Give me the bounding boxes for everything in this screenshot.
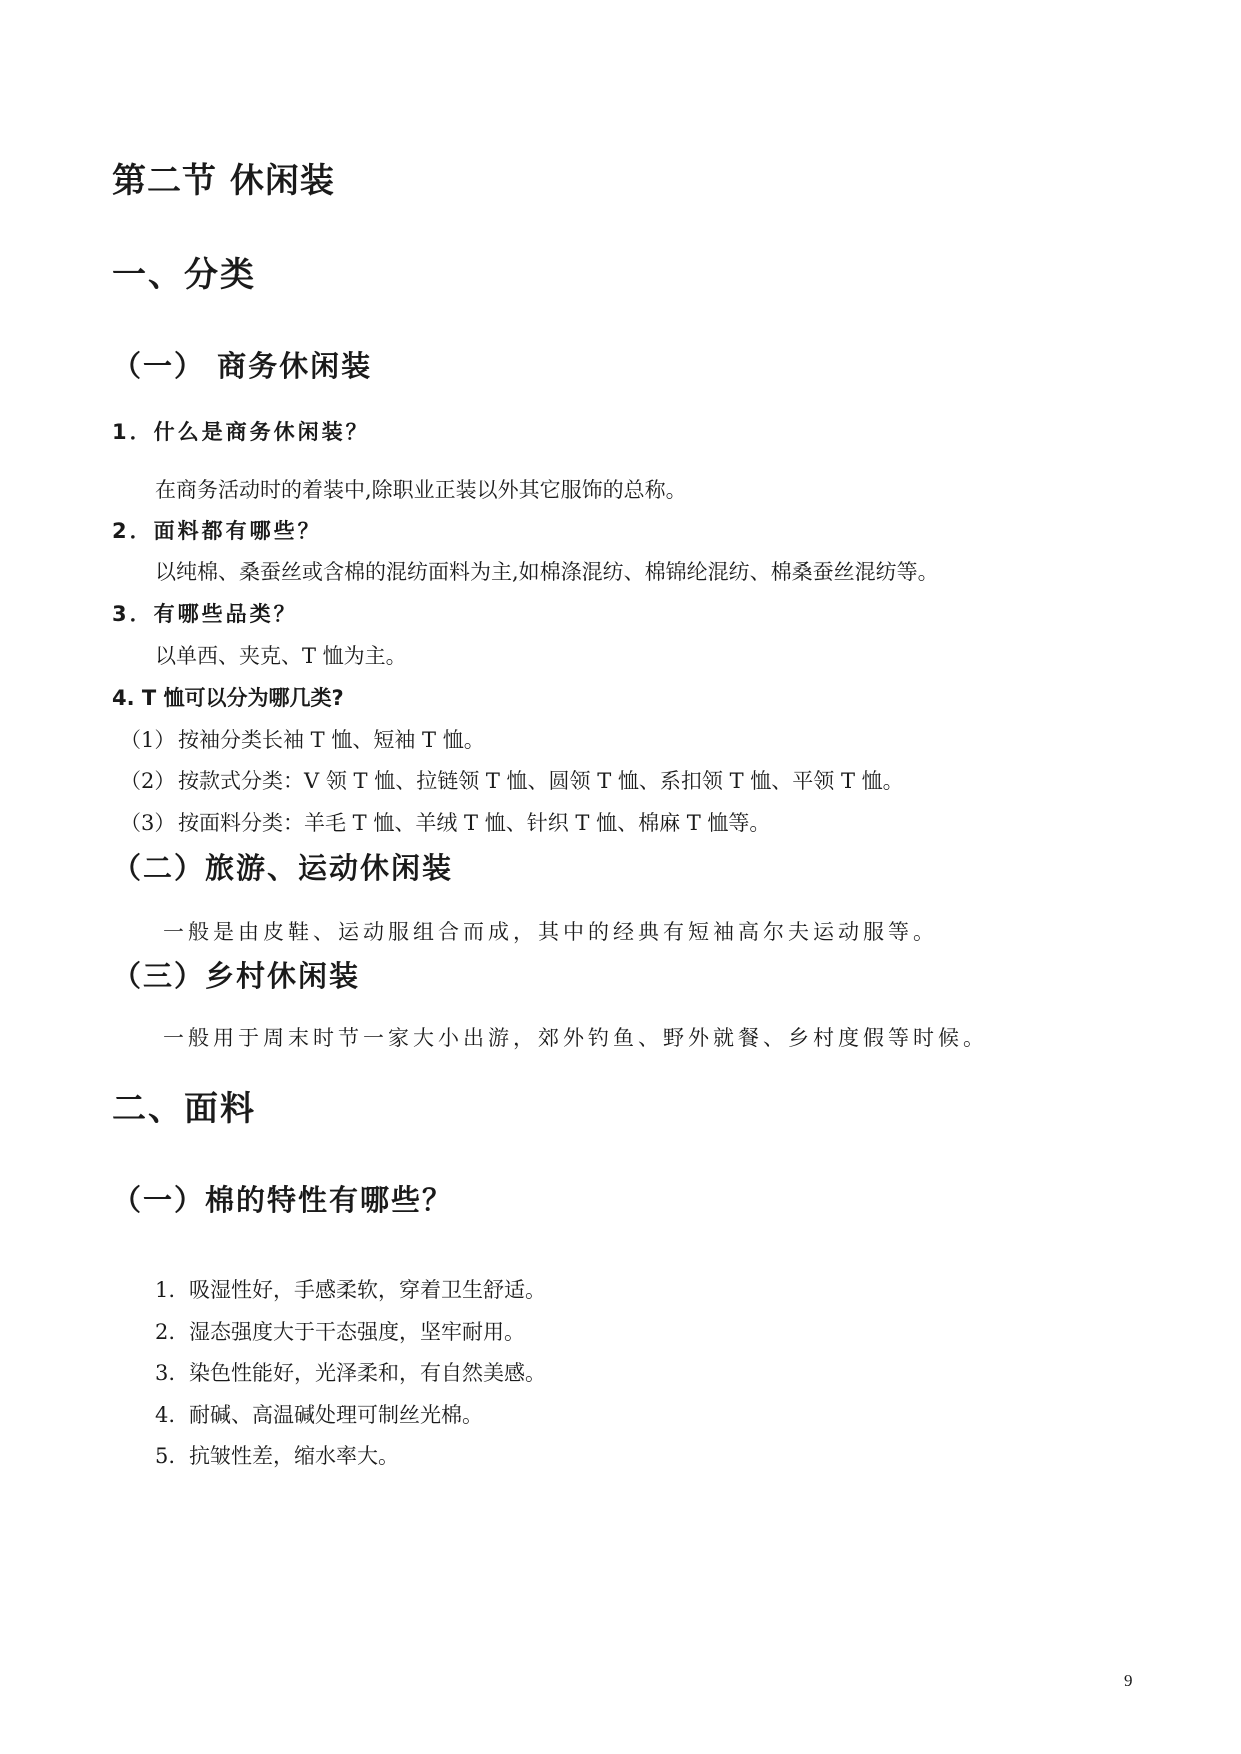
- answer-3: 以单西、夹克、T 恤为主。: [155, 644, 407, 668]
- cotton-property-2: [155, 1322, 525, 1343]
- cotton-property-3-text: 染色性能好，光泽柔和，有自然美感。: [189, 1361, 546, 1385]
- cotton-property-5: [155, 1446, 399, 1467]
- travel-sports-heading: （二）旅游、运动休闲装: [112, 851, 454, 885]
- question-1-text: 什么是商务休闲装？: [153, 420, 370, 444]
- tshirt-type-1-number: （1）: [120, 728, 176, 752]
- question-3: [112, 604, 298, 625]
- cotton-property-3: [155, 1363, 546, 1384]
- rural-casual-heading: （三）乡村休闲装: [112, 959, 361, 993]
- cotton-property-3-number: 3.: [155, 1361, 176, 1385]
- question-4: 4. T 恤可以分为哪几类?: [112, 686, 344, 710]
- tshirt-type-2-number: （2）: [120, 769, 176, 793]
- part1-heading: 一、分类: [112, 255, 256, 295]
- page-number: 9: [1124, 1671, 1133, 1690]
- answer-1: 在商务活动时的着装中,除职业正装以外其它服饰的总称。: [155, 478, 687, 502]
- tshirt-type-1-text: 按袖分类长袖 T 恤、短袖 T 恤。: [178, 728, 485, 752]
- cotton-property-4: [155, 1405, 483, 1426]
- cotton-properties-heading: （一）棉的特性有哪些？: [112, 1183, 454, 1217]
- cotton-property-1: [155, 1280, 546, 1301]
- answer-2: 以纯棉、桑蚕丝或含棉的混纺面料为主,如棉涤混纺、棉锦纶混纺、棉桑蚕丝混纺等。: [155, 560, 939, 584]
- section-title: 第二节 休闲装: [112, 161, 335, 201]
- tshirt-type-3-text: 按面料分类：羊毛 T 恤、羊绒 T 恤、针织 T 恤、棉麻 T 恤等。: [178, 811, 771, 835]
- cotton-property-5-number: 5.: [155, 1444, 176, 1468]
- cotton-property-4-text: 耐碱、高温碱处理可制丝光棉。: [189, 1403, 483, 1427]
- cotton-property-2-number: 2.: [155, 1320, 176, 1344]
- part2-heading: 二、面料: [112, 1089, 256, 1129]
- cotton-property-1-number: 1.: [155, 1278, 176, 1302]
- tshirt-type-3: [120, 813, 770, 834]
- tshirt-type-1: [120, 730, 485, 751]
- question-1: [112, 422, 370, 443]
- question-3-text: 有哪些品类？: [153, 602, 298, 626]
- business-casual-heading: （一） 商务休闲装: [112, 349, 373, 383]
- cotton-property-2-text: 湿态强度大于干态强度，坚牢耐用。: [189, 1320, 525, 1344]
- question-2: [112, 521, 322, 542]
- tshirt-type-3-number: （3）: [120, 811, 176, 835]
- rural-casual-text: 一般用于周末时节一家大小出游，郊外钓鱼、野外就餐、乡村度假等时候。: [163, 1026, 988, 1050]
- question-2-text: 面料都有哪些？: [153, 519, 322, 543]
- tshirt-type-2-text: 按款式分类：V 领 T 恤、拉链领 T 恤、圆领 T 恤、系扣领 T 恤、平领 T 恤。: [178, 769, 904, 793]
- cotton-property-5-text: 抗皱性差，缩水率大。: [189, 1444, 399, 1468]
- travel-sports-text: 一般是由皮鞋、运动服组合而成，其中的经典有短袖高尔夫运动服等。: [163, 920, 938, 944]
- cotton-property-4-number: 4.: [155, 1403, 176, 1427]
- question-2-number: 2．: [112, 519, 154, 543]
- question-1-number: 1．: [112, 420, 154, 444]
- cotton-property-1-text: 吸湿性好，手感柔软，穿着卫生舒适。: [189, 1278, 546, 1302]
- tshirt-type-2: [120, 771, 904, 792]
- question-3-number: 3．: [112, 602, 154, 626]
